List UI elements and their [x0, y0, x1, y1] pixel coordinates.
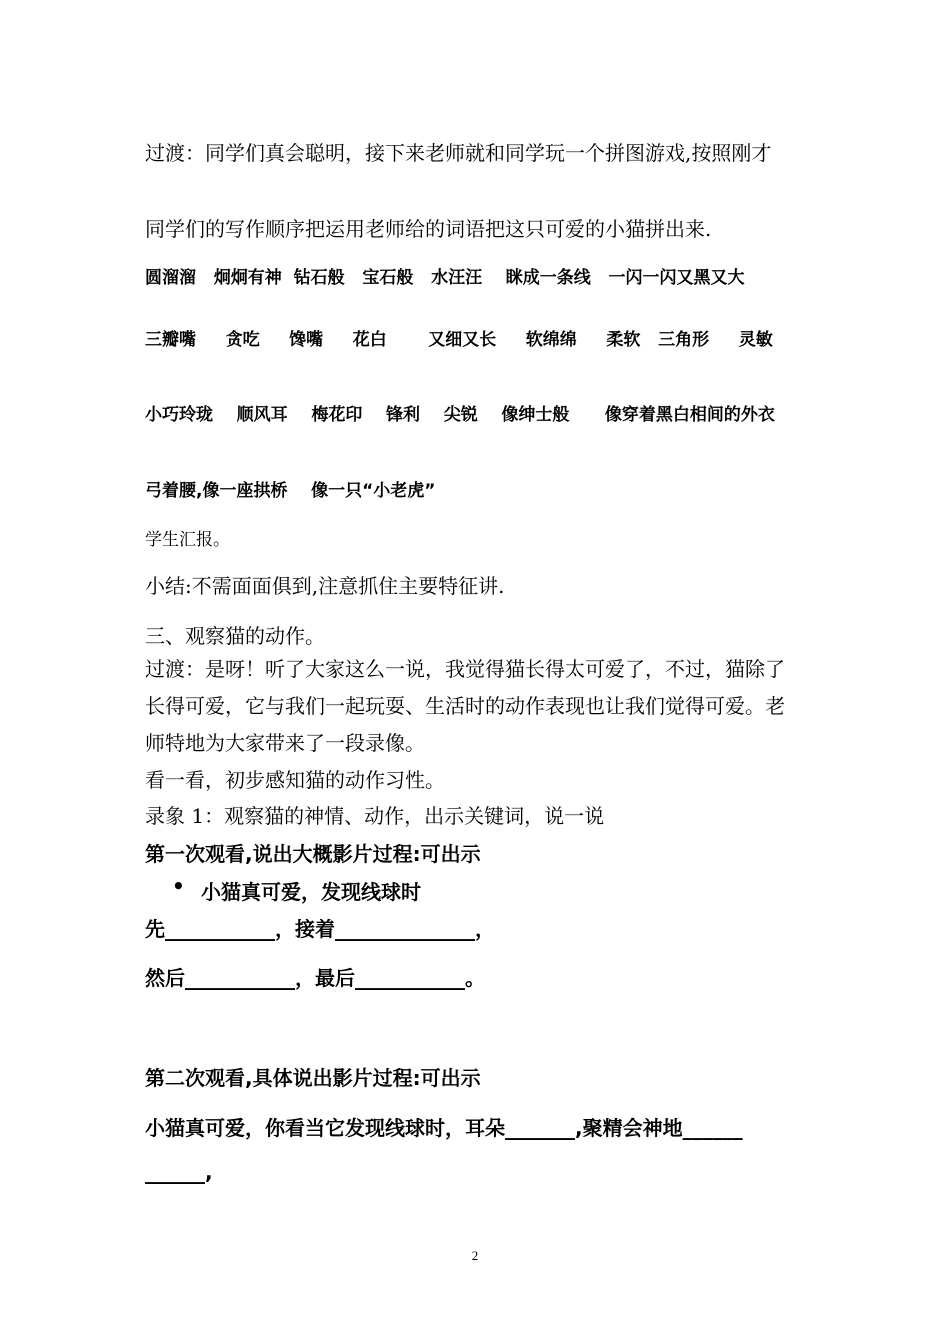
second-viewing-heading: 第二次观看,具体说出影片过程:可出示	[145, 1066, 481, 1090]
transition2-line2: 长得可爱，它与我们一起玩耍、生活时的动作表现也让我们觉得可爱。老	[145, 694, 785, 718]
bullet-item: 小猫真可爱，发现线球时	[201, 880, 421, 904]
transition2-line3: 师特地为大家带来了一段录像。	[145, 731, 425, 755]
transition1-line1: 过渡：同学们真会聪明，接下来老师就和同学玩一个拼图游戏,按照刚才	[145, 141, 772, 165]
fill-in-line1: 先___________，接着______________，	[145, 917, 495, 941]
word-bank-row3: 小巧玲珑 顺风耳 梅花印 锋利 尖锐 像绅士般 像穿着黑白相间的外衣	[145, 405, 775, 425]
section3-heading: 三、观察猫的动作。	[145, 624, 325, 648]
page-number: 2	[471, 1248, 479, 1263]
word-bank-row1: 圆溜溜 炯炯有神 钻石般 宝石般 水汪汪 眯成一条线 一闪一闪又黑又大	[145, 268, 745, 288]
word-bank-row4: 弓着腰,像一座拱桥 像一只“小老虎”	[145, 481, 436, 501]
detail-line2: ______,	[145, 1160, 213, 1184]
bullet-dot-icon: •	[172, 874, 185, 898]
first-viewing-heading: 第一次观看,说出大概影片过程:可出示	[145, 842, 481, 866]
detail-line1: 小猫真可爱，你看当它发现线球时，耳朵_______,聚精会神地______	[145, 1116, 743, 1140]
transition1-line2: 同学们的写作顺序把运用老师给的词语把这只可爱的小猫拼出来.	[145, 217, 712, 241]
student-report: 学生汇报。	[145, 530, 230, 550]
video1-line: 录象 1：观察猫的神情、动作，出示关键词，说一说	[145, 804, 605, 828]
word-bank-row2: 三瓣嘴 贪吃 馋嘴 花白 又细又长 软绵绵 柔软 三角形 灵敏	[145, 330, 773, 350]
transition2-line1: 过渡：是呀！听了大家这么一说，我觉得猫长得太可爱了，不过，猫除了	[145, 657, 785, 681]
fill-in-line2: 然后___________，最后___________。	[145, 966, 485, 990]
watch-line: 看一看，初步感知猫的动作习性。	[145, 768, 445, 792]
summary: 小结:不需面面俱到,注意抓住主要特征讲.	[145, 574, 505, 598]
